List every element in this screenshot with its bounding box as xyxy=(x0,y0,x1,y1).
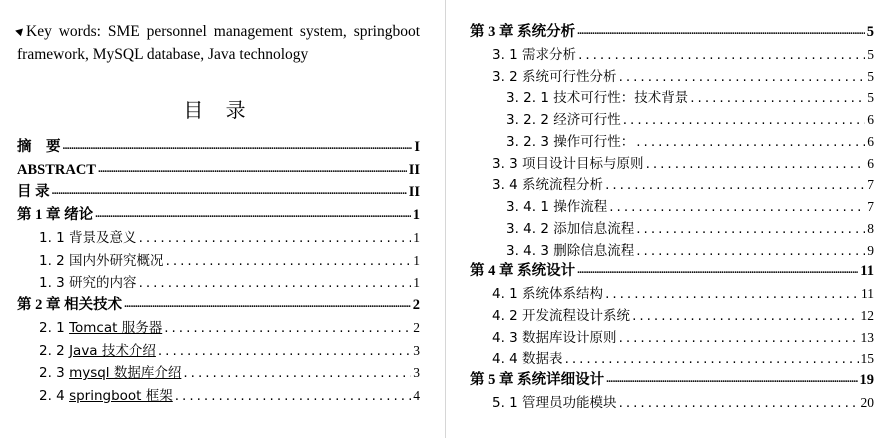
dot-leader xyxy=(158,343,411,359)
toc-page-number: 15 xyxy=(860,351,874,367)
dot-leader xyxy=(690,90,865,106)
dot-leader xyxy=(166,253,412,269)
toc-page-number: 12 xyxy=(860,307,874,323)
toc-entry[interactable] xyxy=(17,292,420,314)
dot-leader xyxy=(63,137,413,154)
toc-entry[interactable] xyxy=(470,84,874,106)
toc-entry-label xyxy=(17,180,50,201)
toc-entry-label xyxy=(39,271,137,291)
toc-entry-label xyxy=(39,249,164,269)
toc-entry[interactable] xyxy=(470,128,874,150)
toc-page-number: 6 xyxy=(867,155,874,171)
toc-entry-label xyxy=(492,152,644,172)
toc-entry-label xyxy=(470,20,575,41)
toc-entry-text: 3. 4. 3 删除信息流程 xyxy=(506,242,635,259)
toc-entry[interactable] xyxy=(17,224,420,246)
toc-entry-label xyxy=(39,226,137,246)
toc-entry[interactable] xyxy=(470,280,874,302)
toc-entry-text: 4. 4 数据表 xyxy=(492,351,563,368)
dot-leader xyxy=(619,69,866,85)
dot-leader xyxy=(609,199,865,215)
toc-entry-text: mysql 数据库介绍 xyxy=(69,365,182,381)
toc-entry-label xyxy=(39,339,156,359)
toc-entry-text: 5. 1 管理员功能模块 xyxy=(492,394,617,411)
toc-entry[interactable] xyxy=(17,134,420,156)
toc-entry[interactable] xyxy=(470,389,874,411)
toc-entry-label xyxy=(492,173,603,193)
toc-entry-label xyxy=(506,239,634,259)
toc-page-number: 1 xyxy=(412,206,420,223)
toc-entry-label xyxy=(17,135,61,156)
toc-entry-label xyxy=(492,326,617,346)
toc-entry[interactable] xyxy=(17,247,420,269)
toc-page-number: 6 xyxy=(867,133,874,149)
toc-entry[interactable] xyxy=(470,367,874,389)
dot-leader xyxy=(95,205,411,222)
toc-entry-label xyxy=(17,162,96,179)
toc-entry-text: 4. 3 数据库设计原则 xyxy=(492,329,617,346)
toc-entry-text: 第 5 章 系统详细设计 xyxy=(470,372,605,388)
toc-entry-number: 2. 1 xyxy=(39,320,70,336)
dot-leader xyxy=(183,365,411,381)
toc-page-number: 11 xyxy=(861,286,874,301)
dot-leader xyxy=(636,221,865,237)
toc-page-number: 5 xyxy=(867,46,874,62)
toc-entry-text: 3. 4. 1 操作流程 xyxy=(506,199,608,215)
toc-page-number: 20 xyxy=(860,394,874,410)
toc-page-number: 2 xyxy=(413,320,420,335)
toc-page-number: 6 xyxy=(867,112,874,127)
dot-leader xyxy=(577,261,858,278)
dot-leader xyxy=(577,22,865,39)
toc-entry[interactable] xyxy=(17,179,420,201)
toc-entry[interactable] xyxy=(17,359,420,381)
toc-entry-text: 第 2 章 相关技术 xyxy=(17,296,123,313)
toc-page-number: 1 xyxy=(413,252,420,268)
dot-leader xyxy=(139,275,412,291)
dot-leader xyxy=(565,351,859,367)
toc-entry-label xyxy=(17,203,93,224)
toc-page-number: 7 xyxy=(867,199,874,214)
toc-entry-text: 3. 2. 3 操作可行性： xyxy=(506,133,635,150)
toc-entry[interactable] xyxy=(17,337,420,359)
toc-page-number: 11 xyxy=(860,263,874,280)
toc-entry-label xyxy=(492,282,603,302)
toc-entry-label xyxy=(492,347,563,367)
toc-entry[interactable] xyxy=(470,150,874,172)
toc-entry[interactable] xyxy=(470,237,874,259)
toc-entry-text: springboot 框架 xyxy=(69,387,173,404)
toc-entry-label xyxy=(506,108,621,128)
toc-entry-text: 3. 3 项目设计目标与原则 xyxy=(492,155,644,172)
toc-entry-label xyxy=(39,316,162,336)
toc-entry-text: 3. 2 系统可行性分析 xyxy=(492,68,617,85)
toc-entry-text: 3. 2. 2 经济可行性 xyxy=(506,112,621,128)
dot-leader xyxy=(139,230,412,246)
toc-entry[interactable] xyxy=(17,382,420,404)
toc-entry[interactable] xyxy=(470,258,874,280)
page-divider xyxy=(445,0,446,438)
dot-leader xyxy=(636,134,865,150)
toc-entry-label xyxy=(506,217,634,237)
toc-entry-label xyxy=(470,368,604,389)
dot-leader xyxy=(98,160,407,177)
toc-entry-text: 3. 4. 2 添加信息流程 xyxy=(506,220,635,237)
toc-entry[interactable] xyxy=(470,193,874,215)
toc-entry-label xyxy=(492,43,576,63)
dot-leader xyxy=(605,286,859,302)
toc-entry-text: 1. 1 背景及意义 xyxy=(39,230,137,246)
toc-entry-label xyxy=(506,130,634,150)
toc-entry-text: 4. 2 开发流程设计系统 xyxy=(492,307,631,324)
toc-entry-text: ABSTRACT xyxy=(17,161,96,178)
dot-leader xyxy=(605,177,865,193)
toc-entry-number: 2. 2 xyxy=(39,342,70,359)
toc-page-number: 5 xyxy=(866,24,874,40)
toc-page-number: 8 xyxy=(867,220,874,236)
toc-page-number: 5 xyxy=(867,68,874,84)
keywords-text: Key words: SME personnel management system, springboot framework, MySQL database, Java technology xyxy=(17,23,420,63)
toc-page-number: 7 xyxy=(867,177,874,193)
toc-page-number: 3 xyxy=(413,365,420,380)
dot-leader xyxy=(52,182,407,199)
toc-entry-label xyxy=(506,86,688,106)
toc-entry-label xyxy=(17,293,122,314)
keywords-paragraph xyxy=(17,20,420,66)
dot-leader xyxy=(619,330,859,346)
toc-page-number: II xyxy=(408,161,420,178)
toc-page-number: 1 xyxy=(413,230,420,245)
toc-entry-number: 2. 4 xyxy=(39,387,70,404)
toc-entry-label xyxy=(492,391,617,411)
toc-entry[interactable] xyxy=(17,157,420,179)
toc-entry-text: 3. 1 需求分析 xyxy=(492,46,577,63)
toc-entry-text: 1. 2 国内外研究概况 xyxy=(39,252,164,269)
toc-entry[interactable] xyxy=(470,171,874,193)
toc-entry[interactable] xyxy=(470,63,874,85)
toc-page-number: 4 xyxy=(413,387,420,403)
toc-entry-text: 第 1 章 绪论 xyxy=(17,206,94,223)
toc-page-number: I xyxy=(414,139,420,155)
dot-leader xyxy=(578,47,865,63)
toc-entry-label xyxy=(492,304,630,324)
toc-page-number: 1 xyxy=(413,275,420,290)
dot-leader xyxy=(606,370,857,387)
toc-entry-text: Tomcat 服务器 xyxy=(69,320,163,336)
toc-entry[interactable] xyxy=(17,314,420,336)
toc-entry-text: 摘 要 xyxy=(17,139,61,155)
toc-entry-text: 第 4 章 系统设计 xyxy=(470,263,576,280)
toc-entry-label xyxy=(506,195,607,215)
toc-entry-text: Java 技术介绍 xyxy=(69,342,156,359)
toc-entry-label xyxy=(39,361,181,381)
toc-entry[interactable] xyxy=(470,106,874,128)
toc-page-number: 19 xyxy=(859,372,874,388)
toc-page-number: 13 xyxy=(860,329,874,345)
toc-entry-label xyxy=(492,65,617,85)
toc-entry-text: 3. 4 系统流程分析 xyxy=(492,177,604,194)
toc-page-number: 2 xyxy=(412,296,420,313)
toc-entry[interactable] xyxy=(470,19,874,41)
toc-entry[interactable] xyxy=(470,215,874,237)
toc-page-number: 5 xyxy=(867,90,874,106)
toc-page-number: II xyxy=(408,184,420,200)
dot-leader xyxy=(632,308,858,324)
dot-leader xyxy=(164,320,411,336)
toc-entry-text: 目 录 xyxy=(17,184,50,200)
toc-page-number: 9 xyxy=(867,242,874,258)
toc-entry[interactable] xyxy=(17,202,420,224)
toc-entry[interactable] xyxy=(470,324,874,346)
toc-entry[interactable] xyxy=(470,302,874,324)
toc-entry[interactable] xyxy=(17,269,420,291)
toc-title: 目 录 xyxy=(183,98,254,122)
toc-page-number: 3 xyxy=(413,342,420,358)
dot-leader xyxy=(175,388,411,404)
dot-leader xyxy=(623,112,866,128)
toc-entry-label xyxy=(470,259,575,280)
dot-leader xyxy=(646,156,866,172)
toc-entry-text: 4. 1 系统体系结构 xyxy=(492,286,604,302)
dot-leader xyxy=(636,243,865,259)
toc-entry[interactable] xyxy=(470,345,874,367)
triangle-marker-icon xyxy=(15,26,26,37)
toc-entry[interactable] xyxy=(470,41,874,63)
toc-entry-text: 1. 3 研究的内容 xyxy=(39,275,137,291)
toc-entry-text: 第 3 章 系统分析 xyxy=(470,24,576,40)
dot-leader xyxy=(124,295,411,312)
toc-entry-text: 3. 2. 1 技术可行性：技术背景 xyxy=(506,90,689,107)
toc-entry-label xyxy=(39,384,173,404)
toc-entry-number: 2. 3 xyxy=(39,365,70,381)
dot-leader xyxy=(619,395,859,411)
